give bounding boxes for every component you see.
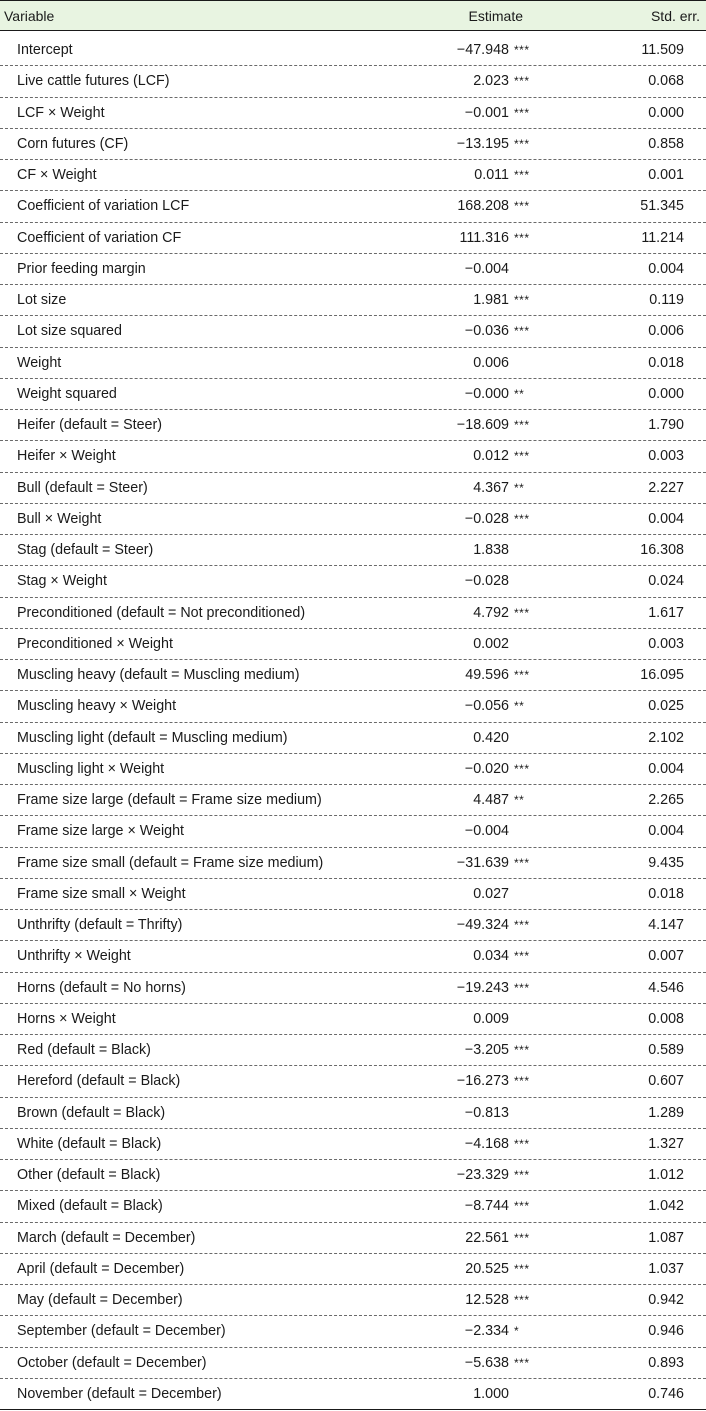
estimate-cell: −47.948: [456, 42, 509, 59]
table-row: [0, 254, 706, 285]
estimate-cell: 111.316: [459, 229, 509, 246]
table-row: [0, 379, 706, 410]
estimate-cell: −16.273: [456, 1073, 509, 1090]
variable-cell: April (default = December): [17, 1260, 185, 1277]
estimate-cell: 4.367: [473, 479, 509, 496]
table-row: [0, 598, 706, 629]
table-row: [0, 1254, 706, 1285]
variable-cell: Horns × Weight: [17, 1010, 116, 1027]
table-row: [0, 441, 706, 472]
estimate-cell: −4.168: [464, 1135, 509, 1152]
table-row: [0, 473, 706, 504]
significance-stars: ***: [514, 293, 530, 308]
significance-stars: ***: [514, 855, 530, 870]
estimate-cell: −3.205: [464, 1042, 509, 1059]
std-err-cell: 0.004: [648, 823, 684, 840]
estimate-cell: −0.028: [464, 510, 509, 527]
header-variable: Variable: [4, 7, 55, 24]
table-row: [0, 504, 706, 535]
significance-stars: *: [514, 1324, 520, 1339]
variable-cell: Prior feeding margin: [17, 260, 146, 277]
std-err-cell: 0.004: [648, 510, 684, 527]
estimate-cell: 1.000: [473, 1385, 509, 1402]
significance-stars: ***: [514, 980, 530, 995]
variable-cell: September (default = December): [17, 1323, 226, 1340]
significance-stars: ***: [514, 668, 530, 683]
significance-stars: ***: [514, 1074, 530, 1089]
variable-cell: Lot size squared: [17, 323, 122, 340]
header-std-err: Std. err.: [650, 7, 700, 24]
estimate-cell: −5.638: [464, 1354, 509, 1371]
table-row: [0, 129, 706, 160]
table-row: [0, 191, 706, 222]
std-err-cell: 1.617: [648, 604, 684, 621]
std-err-cell: 16.095: [640, 667, 684, 684]
table-row: [0, 691, 706, 722]
estimate-cell: 0.006: [473, 354, 509, 371]
estimate-cell: −2.334: [464, 1323, 509, 1340]
variable-cell: Coefficient of variation LCF: [17, 198, 190, 215]
significance-stars: ***: [514, 918, 530, 933]
estimate-cell: −0.813: [464, 1104, 509, 1121]
estimate-cell: 0.002: [473, 635, 509, 652]
table-row: [0, 223, 706, 254]
table-row: [0, 66, 706, 97]
variable-cell: CF × Weight: [17, 167, 97, 184]
std-err-cell: 1.790: [648, 417, 684, 434]
estimate-cell: −8.744: [464, 1198, 509, 1215]
std-err-cell: 0.001: [648, 167, 684, 184]
significance-stars: ***: [514, 949, 530, 964]
estimate-cell: 4.792: [473, 604, 509, 621]
std-err-cell: 0.607: [648, 1073, 684, 1090]
table-row: [0, 566, 706, 597]
variable-cell: October (default = December): [17, 1354, 207, 1371]
std-err-cell: 11.509: [641, 42, 684, 59]
std-err-cell: 1.289: [648, 1104, 684, 1121]
estimate-cell: −0.028: [464, 573, 509, 590]
std-err-cell: 0.946: [648, 1323, 684, 1340]
significance-stars: ***: [514, 136, 530, 151]
significance-stars: ***: [514, 230, 530, 245]
header-estimate: Estimate: [468, 7, 523, 24]
variable-cell: White (default = Black): [17, 1135, 162, 1152]
table-row: [0, 941, 706, 972]
std-err-cell: 2.265: [648, 792, 684, 809]
std-err-cell: 0.746: [648, 1385, 684, 1402]
table-row: [0, 98, 706, 129]
std-err-cell: 0.119: [649, 292, 684, 309]
estimate-cell: 1.981: [473, 292, 509, 309]
estimate-cell: 0.027: [473, 885, 509, 902]
variable-cell: May (default = December): [17, 1292, 183, 1309]
estimate-cell: 0.009: [473, 1010, 509, 1027]
estimate-cell: 12.528: [465, 1292, 509, 1309]
table-row: [0, 816, 706, 847]
std-err-cell: 0.589: [648, 1042, 684, 1059]
std-err-cell: 1.012: [648, 1167, 684, 1184]
std-err-cell: 0.008: [648, 1010, 684, 1027]
significance-stars: ***: [514, 168, 530, 183]
estimate-cell: −0.001: [464, 104, 509, 121]
variable-cell: Preconditioned (default = Not preconditioned): [17, 604, 306, 621]
std-err-cell: 0.018: [648, 354, 684, 371]
std-err-cell: 4.546: [648, 979, 684, 996]
significance-stars: ***: [514, 1261, 530, 1276]
table-row: [0, 348, 706, 379]
std-err-cell: 51.345: [640, 198, 684, 215]
variable-cell: Frame size small × Weight: [17, 885, 186, 902]
table-row: [0, 910, 706, 941]
std-err-cell: 9.435: [648, 854, 684, 871]
std-err-cell: 16.308: [640, 542, 684, 559]
table-row: [0, 1379, 706, 1410]
variable-cell: Heifer (default = Steer): [17, 417, 163, 434]
table-row: [0, 316, 706, 347]
significance-stars: ***: [514, 74, 530, 89]
variable-cell: Intercept: [17, 42, 73, 59]
estimate-cell: 0.420: [473, 729, 509, 746]
estimate-cell: 0.034: [473, 948, 509, 965]
significance-stars: ***: [514, 1293, 530, 1308]
estimate-cell: 4.487: [473, 792, 509, 809]
variable-cell: Frame size large (default = Frame size medium): [17, 792, 322, 809]
variable-cell: Weight squared: [17, 385, 117, 402]
significance-stars: **: [514, 386, 525, 401]
std-err-cell: 4.147: [648, 917, 684, 934]
significance-stars: ***: [514, 199, 530, 214]
std-err-cell: 0.004: [648, 260, 684, 277]
variable-cell: Heifer × Weight: [17, 448, 116, 465]
significance-stars: ***: [514, 449, 530, 464]
table-row: [0, 1004, 706, 1035]
estimate-cell: −49.324: [456, 917, 509, 934]
estimate-cell: 0.011: [474, 167, 509, 184]
std-err-cell: 0.007: [648, 948, 684, 965]
std-err-cell: 1.037: [648, 1260, 684, 1277]
table-row: [0, 879, 706, 910]
variable-cell: Live cattle futures (LCF): [17, 73, 170, 90]
table-row: [0, 285, 706, 316]
table-row: [0, 848, 706, 879]
significance-stars: ***: [514, 511, 530, 526]
variable-cell: Frame size small (default = Frame size medium): [17, 854, 324, 871]
estimate-cell: 22.561: [465, 1229, 509, 1246]
table-row: [0, 723, 706, 754]
variable-cell: Horns (default = No horns): [17, 979, 186, 996]
significance-stars: ***: [514, 1199, 530, 1214]
significance-stars: ***: [514, 1230, 530, 1245]
variable-cell: LCF × Weight: [17, 104, 105, 121]
std-err-cell: 0.068: [648, 73, 684, 90]
table-row: [0, 660, 706, 691]
significance-stars: ***: [514, 1136, 530, 1151]
std-err-cell: 1.327: [648, 1135, 684, 1152]
estimate-cell: −18.609: [456, 417, 509, 434]
std-err-cell: 0.025: [648, 698, 684, 715]
table-body: [0, 35, 706, 1410]
significance-stars: ***: [514, 1043, 530, 1058]
std-err-cell: 11.214: [641, 229, 684, 246]
variable-cell: Muscling light × Weight: [17, 760, 165, 777]
std-err-cell: 0.006: [648, 323, 684, 340]
variable-cell: Preconditioned × Weight: [17, 635, 173, 652]
significance-stars: ***: [514, 1355, 530, 1370]
estimate-cell: 49.596: [465, 667, 509, 684]
table-row: [0, 535, 706, 566]
std-err-cell: 2.102: [648, 729, 684, 746]
estimate-cell: 20.525: [465, 1260, 509, 1277]
estimate-cell: 168.208: [457, 198, 509, 215]
table-header: [0, 0, 706, 31]
table-row: [0, 160, 706, 191]
estimate-cell: −23.329: [456, 1167, 509, 1184]
variable-cell: Unthrifty (default = Thrifty): [17, 917, 183, 934]
std-err-cell: 0.018: [648, 885, 684, 902]
variable-cell: Bull (default = Steer): [17, 479, 148, 496]
table-row: [0, 1098, 706, 1129]
significance-stars: ***: [514, 418, 530, 433]
estimate-cell: −0.020: [464, 760, 509, 777]
variable-cell: Stag (default = Steer): [17, 542, 154, 559]
estimate-cell: 1.838: [473, 542, 509, 559]
estimate-cell: −0.036: [464, 323, 509, 340]
table-row: [0, 1191, 706, 1222]
variable-cell: Other (default = Black): [17, 1167, 161, 1184]
variable-cell: Mixed (default = Black): [17, 1198, 163, 1215]
significance-stars: ***: [514, 761, 530, 776]
std-err-cell: 0.000: [648, 104, 684, 121]
variable-cell: Bull × Weight: [17, 510, 102, 527]
significance-stars: ***: [514, 324, 530, 339]
table-row: [0, 1129, 706, 1160]
table-row: [0, 1035, 706, 1066]
std-err-cell: 0.942: [648, 1292, 684, 1309]
std-err-cell: 0.003: [648, 448, 684, 465]
table-row: [0, 1160, 706, 1191]
std-err-cell: 1.087: [648, 1229, 684, 1246]
std-err-cell: 0.024: [648, 573, 684, 590]
variable-cell: Corn futures (CF): [17, 135, 129, 152]
table-row: [0, 629, 706, 660]
significance-stars: **: [514, 793, 525, 808]
variable-cell: Unthrifty × Weight: [17, 948, 131, 965]
table-row: [0, 1066, 706, 1097]
estimate-cell: −0.000: [464, 385, 509, 402]
estimate-cell: −0.004: [464, 823, 509, 840]
significance-stars: **: [514, 480, 525, 495]
table-row: [0, 1348, 706, 1379]
significance-stars: ***: [514, 105, 530, 120]
variable-cell: Muscling light (default = Muscling medium): [17, 729, 288, 746]
estimate-cell: −0.056: [464, 698, 509, 715]
std-err-cell: 0.858: [648, 135, 684, 152]
table-row: [0, 1316, 706, 1347]
variable-cell: Lot size: [17, 292, 67, 309]
variable-cell: Brown (default = Black): [17, 1104, 166, 1121]
estimate-cell: −0.004: [464, 260, 509, 277]
estimate-cell: −31.639: [456, 854, 509, 871]
variable-cell: Stag × Weight: [17, 573, 107, 590]
estimate-cell: 0.012: [473, 448, 509, 465]
significance-stars: **: [514, 699, 525, 714]
significance-stars: ***: [514, 605, 530, 620]
estimate-cell: 2.023: [473, 73, 509, 90]
variable-cell: Coefficient of variation CF: [17, 229, 182, 246]
table-row: [0, 1285, 706, 1316]
std-err-cell: 1.042: [648, 1198, 684, 1215]
variable-cell: Muscling heavy (default = Muscling medium): [17, 667, 300, 684]
std-err-cell: 0.000: [648, 385, 684, 402]
variable-cell: Frame size large × Weight: [17, 823, 184, 840]
estimate-cell: −19.243: [456, 979, 509, 996]
variable-cell: November (default = December): [17, 1385, 222, 1402]
std-err-cell: 0.893: [648, 1354, 684, 1371]
table-row: [0, 754, 706, 785]
std-err-cell: 2.227: [648, 479, 684, 496]
variable-cell: March (default = December): [17, 1229, 196, 1246]
std-err-cell: 0.004: [648, 760, 684, 777]
variable-cell: Muscling heavy × Weight: [17, 698, 177, 715]
std-err-cell: 0.003: [648, 635, 684, 652]
significance-stars: ***: [514, 1168, 530, 1183]
variable-cell: Red (default = Black): [17, 1042, 151, 1059]
variable-cell: Weight: [17, 354, 62, 371]
table-row: [0, 410, 706, 441]
table-row: [0, 973, 706, 1004]
estimate-cell: −13.195: [456, 135, 509, 152]
variable-cell: Hereford (default = Black): [17, 1073, 181, 1090]
table-row: [0, 35, 706, 66]
table-row: [0, 1223, 706, 1254]
table-row: [0, 785, 706, 816]
significance-stars: ***: [514, 43, 530, 58]
